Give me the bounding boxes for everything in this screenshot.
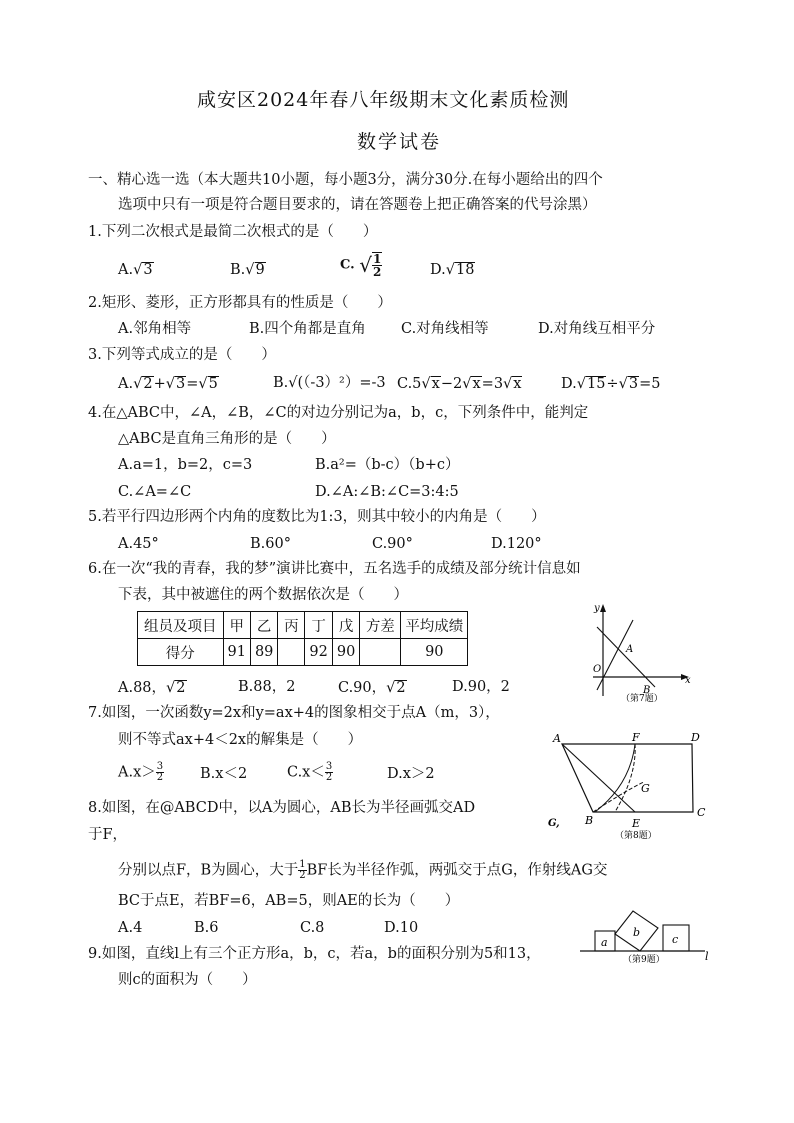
- table-header-cell: 丙: [278, 612, 305, 639]
- q5-option-d: D.120°: [491, 536, 542, 552]
- exam-subtitle: 数学试卷: [357, 131, 442, 153]
- q7-stem-line2: 则不等式ax+4＜2x的解集是（ ）: [118, 732, 363, 748]
- q7-c-numerator: 3: [325, 761, 333, 772]
- q6-stem-line2: 下表，其中被遮住的两个数据依次是（ ）: [118, 587, 408, 603]
- q7-option-a: [118, 762, 164, 783]
- table-cell-hidden: [278, 639, 305, 666]
- fig9-caption: （第9题）: [623, 955, 665, 965]
- q6-option-c: C.90，√2: [338, 680, 406, 696]
- q3-a-rad3: 5: [208, 376, 218, 392]
- figure-9: [575, 898, 715, 968]
- fig9-label-a: a: [601, 936, 608, 949]
- q1-c-numerator: 1: [373, 252, 382, 266]
- q4-stem: 4.在△ABC中，∠A，∠B，∠C的对边分别记为a，b，c，下列条件中，能判定: [88, 405, 589, 421]
- q6-option-b: B.88，2: [238, 679, 296, 695]
- fig8-label-f: F: [632, 731, 640, 744]
- q6-stem: 6.在一次“我的青春，我的梦”演讲比赛中，五名选手的成绩及部分统计信息如: [88, 561, 581, 577]
- score-table-header-row: [138, 612, 468, 639]
- q3-c-prefix: C.5: [397, 376, 422, 392]
- q3-option-d: D.√15÷√3=5: [561, 376, 661, 392]
- table-header-cell: 组员及项目: [138, 612, 224, 639]
- fig9-label-b: b: [633, 926, 641, 939]
- table-header-cell: 乙: [250, 612, 277, 639]
- q2-option-d: D.对角线互相平分: [538, 321, 656, 337]
- q2-option-a: A.邻角相等: [118, 321, 192, 337]
- fig8-label-a: A: [553, 732, 561, 745]
- fig7-caption: （第7题）: [621, 694, 663, 704]
- q7-stem: 7.如图，一次函数y=2x和y=ax+4的图象相交于点A（m，3），: [88, 705, 500, 721]
- table-cell: 92: [305, 639, 332, 666]
- q8-stem-line3: BC于点E，若BF=6，AB=5，则AE的长为（ ）: [118, 893, 460, 909]
- q8-option-b: B.6: [194, 920, 219, 936]
- table-header-cell: 丁: [305, 612, 332, 639]
- q3-a-plus: +: [153, 376, 166, 392]
- q2-option-b: B.四个角都是直角: [249, 321, 366, 337]
- q8-option-d: D.10: [384, 920, 419, 936]
- q6-c-prefix: C.90，: [338, 680, 387, 696]
- q1-a-radicand: 3: [143, 262, 153, 278]
- q3-c-minus: −2: [440, 376, 463, 392]
- q5-stem: 5.若平行四边形两个内角的度数比为1:3，则其中较小的内角是（ ）: [88, 509, 546, 525]
- q3-option-c: C.5√x−2√x=3√x: [397, 376, 522, 392]
- q3-a-eq: =: [186, 376, 199, 392]
- q3-c-eq: =3: [481, 376, 504, 392]
- fig7-label-o: O: [593, 664, 602, 675]
- q6-a-prefix: A.88，: [118, 680, 167, 696]
- figure-7: [585, 600, 700, 705]
- q1-c-denominator: 2: [373, 265, 382, 279]
- exam-title: 咸安区2024年春八年级期末文化素质检测: [197, 89, 570, 111]
- q1-d-prefix: D.: [430, 262, 446, 278]
- q3-b-body: (（-3）²）=-3: [297, 375, 386, 391]
- q8-half-denominator: 2: [299, 870, 306, 881]
- q1-b-radicand: 9: [255, 262, 265, 278]
- q4-option-a: A.a=1，b=2，c=3: [118, 457, 253, 473]
- fig8-label-c: C: [697, 806, 706, 819]
- q1-option-b: B.√9: [230, 262, 265, 278]
- q3-d-eq: =5: [639, 376, 661, 392]
- q2-stem: 2.矩形、菱形，正方形都具有的性质是（ ）: [88, 295, 392, 311]
- section-heading: 一、精心选一选（本大题共10小题，每小题3分，满分30分.在每小题给出的四个: [88, 172, 603, 188]
- q9-stem-line2: 则c的面积为（ ）: [118, 972, 257, 988]
- q8-stem-line2: [118, 860, 607, 881]
- table-header-cell: 甲: [223, 612, 250, 639]
- q3-d-div: ÷: [606, 376, 619, 392]
- table-header-cell: 方差: [360, 612, 401, 639]
- q3-d-rad1: 15: [586, 376, 606, 392]
- q7-c-denominator: 2: [325, 772, 333, 783]
- q7-option-c: [287, 762, 333, 783]
- fig8-caption: （第8题）: [615, 831, 657, 841]
- q1-option-c: C. √ $\frac{1}{2}$: [340, 252, 382, 279]
- table-cell: 89: [250, 639, 277, 666]
- q1-d-radicand: 18: [455, 262, 475, 278]
- q3-c-rad2: x: [472, 376, 481, 392]
- fig7-label-a: A: [626, 644, 634, 655]
- table-row: [138, 639, 468, 666]
- q1-option-d: D.√18: [430, 262, 475, 278]
- q1-a-prefix: A.: [118, 262, 134, 278]
- q7-a-denominator: 2: [156, 772, 164, 783]
- q8-stem2-suffix: BF长为半径作弧，两弧交于点G，作射线AG交: [306, 862, 608, 879]
- fig8-label-g: G: [641, 782, 650, 795]
- score-table: [137, 611, 468, 666]
- q4-option-d: D.∠A:∠B:∠C=3:4:5: [315, 484, 459, 500]
- q4-option-c: C.∠A=∠C: [118, 484, 192, 500]
- q1-c-prefix: C.: [340, 257, 355, 273]
- q3-stem: 3.下列等式成立的是（ ）: [88, 347, 276, 363]
- section-heading-line2: 选项中只有一项是符合题目要求的，请在答题卷上把正确答案的代号涂黑）: [118, 197, 597, 213]
- fig8-label-edge: G,: [548, 818, 560, 829]
- q6-option-a: A.88，√2: [118, 680, 186, 696]
- q7-a-numerator: 3: [156, 761, 164, 772]
- fig7-label-b: B: [643, 685, 651, 696]
- q8-stem: 8.如图，在@ABCD中，以A为圆心，AB长为半径画弧交AD: [88, 800, 476, 816]
- q3-b-prefix: B.: [273, 375, 289, 391]
- q3-d-prefix: D.: [561, 376, 577, 392]
- q4-option-b: B.a²=（b-c）（b+c）: [315, 457, 460, 473]
- fig7-label-x: x: [685, 675, 691, 686]
- q8-stem-wrap: 于F，: [88, 827, 128, 843]
- q1-stem: 1.下列二次根式是最简二次根式的是（ ）: [88, 224, 378, 240]
- table-header-cell: 戊: [332, 612, 359, 639]
- q2-option-c: C.对角线相等: [401, 321, 489, 337]
- fig8-label-e: E: [632, 817, 641, 830]
- q6-c-radicand: 2: [396, 680, 406, 696]
- fig9-label-c: c: [672, 933, 679, 946]
- q3-c-rad1: x: [431, 376, 440, 392]
- q7-option-d: D.x＞2: [387, 766, 435, 782]
- q9-stem: 9.如图，直线l上有三个正方形a，b，c，若a，b的面积分别为5和13，: [88, 946, 541, 962]
- q1-option-a: A.√3: [118, 262, 153, 278]
- q6-a-radicand: 2: [176, 680, 186, 696]
- q8-stem2-prefix: 分别以点F，B为圆心，大于: [118, 862, 299, 879]
- fig7-label-y: y: [594, 603, 600, 614]
- table-cell: 90: [401, 639, 468, 666]
- q3-a-rad2: 3: [175, 376, 186, 392]
- table-cell-hidden: [360, 639, 401, 666]
- q8-option-c: C.8: [300, 920, 325, 936]
- q3-option-b: B.√(（-3）²）=-3: [273, 375, 386, 391]
- q5-option-c: C.90°: [372, 536, 413, 552]
- figure-8: [545, 730, 715, 845]
- table-cell: 得分: [138, 639, 224, 666]
- q7-option-b: B.x＜2: [200, 766, 248, 782]
- q5-option-b: B.60°: [250, 536, 291, 552]
- fig8-label-b: B: [585, 814, 594, 827]
- fig9-label-l: l: [705, 950, 709, 963]
- q4-stem-line2: △ABC是直角三角形的是（ ）: [118, 431, 336, 447]
- q8-option-a: A.4: [118, 920, 143, 936]
- q3-a-rad1: 2: [143, 376, 153, 392]
- table-cell: 90: [332, 639, 359, 666]
- q5-option-a: A.45°: [118, 536, 159, 552]
- q7-a-prefix: A.x＞: [118, 764, 156, 781]
- fig8-label-d: D: [691, 731, 700, 744]
- q3-d-rad2: 3: [628, 376, 639, 392]
- q3-a-prefix: A.: [118, 376, 134, 392]
- q3-option-a: A.√2+√3=√5: [118, 376, 218, 392]
- table-header-cell: 平均成绩: [401, 612, 468, 639]
- q1-b-prefix: B.: [230, 262, 246, 278]
- q8-half-numerator: 1: [299, 859, 306, 870]
- q7-c-prefix: C.x＜: [287, 764, 325, 781]
- q6-option-d: D.90，2: [452, 679, 510, 695]
- q3-c-rad3: x: [513, 376, 522, 392]
- table-cell: 91: [223, 639, 250, 666]
